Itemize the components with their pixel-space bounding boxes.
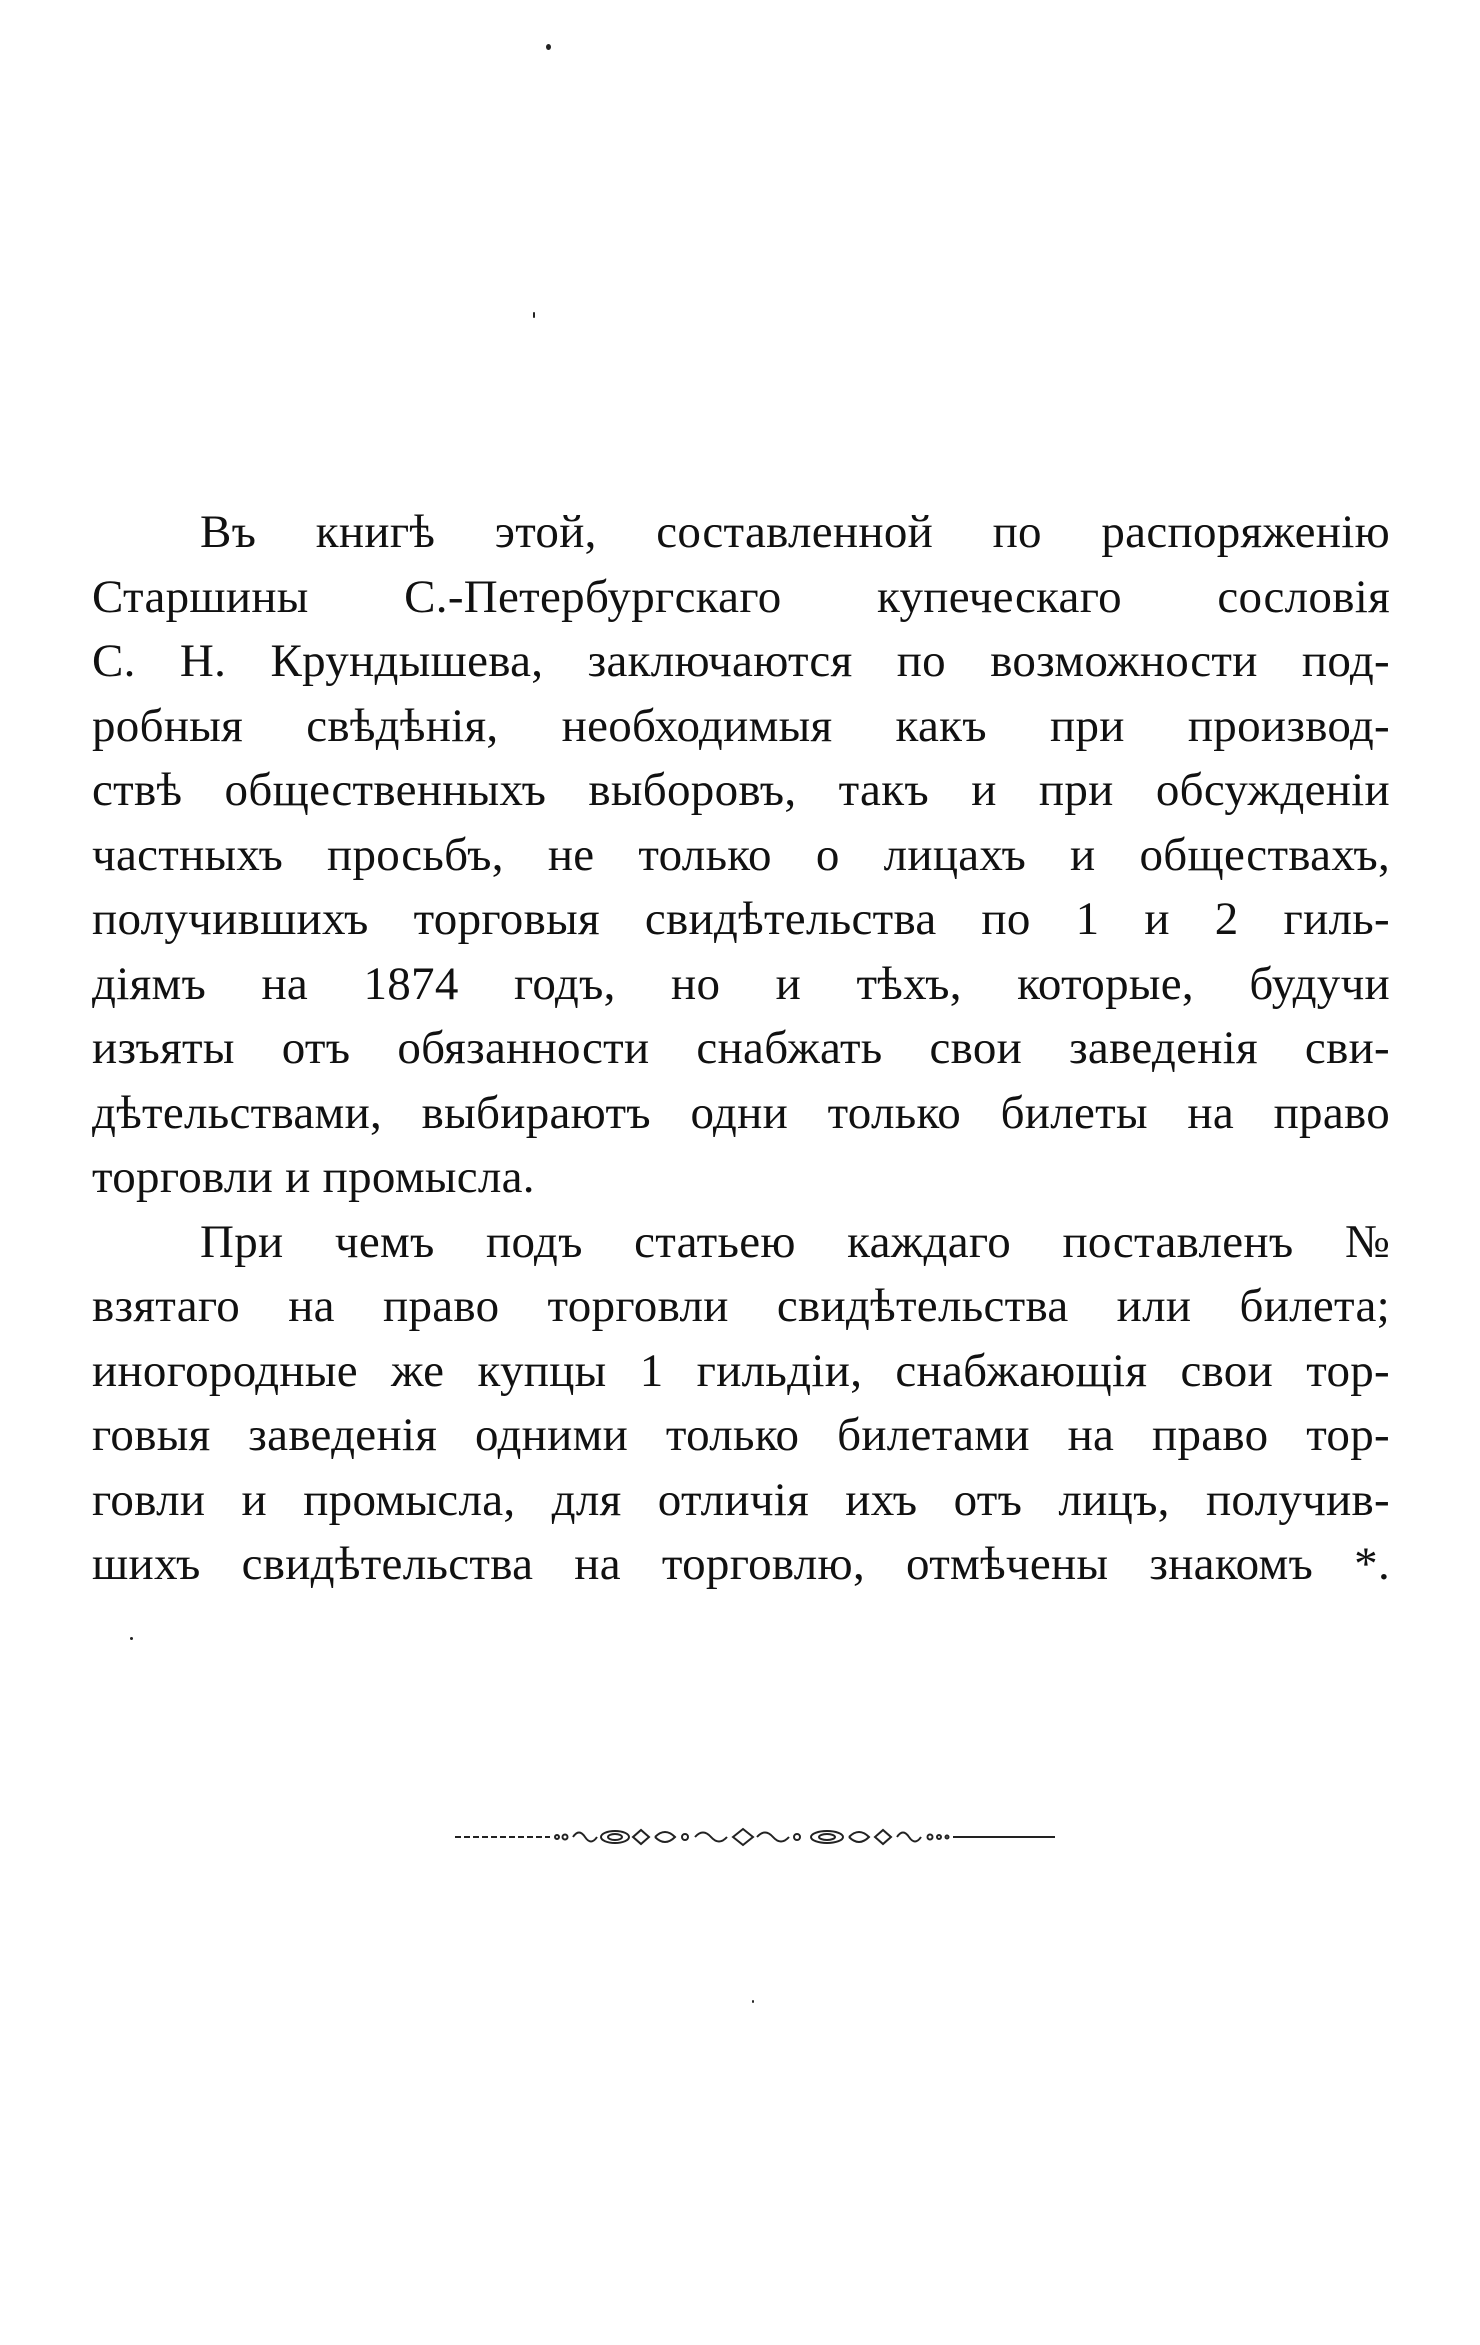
paragraph-1: [92, 500, 1390, 1210]
print-speck: [533, 312, 535, 318]
text-line: иногородные же купцы 1 гильдіи, снабжающія свои тор-: [92, 1344, 1390, 1397]
text-line: говыя заведенія одними только билетами на право тор-: [92, 1409, 1390, 1461]
text-line: говли и промысла, для отличія ихъ отъ лицъ, получив-: [92, 1473, 1390, 1526]
text-line: ствѣ общественныхъ выборовъ, такъ и при обсужденіи: [92, 764, 1390, 816]
text-line: торговли и промысла.: [92, 1151, 535, 1203]
text-line: изъяты отъ обязанности снабжать свои заведенія сви-: [92, 1022, 1390, 1074]
print-speck: [752, 2000, 754, 2003]
page-text: [92, 500, 1390, 1597]
text-line: робныя свѣдѣнія, необходимыя какъ при производ-: [92, 699, 1390, 752]
text-line: получившихъ торговыя свидѣтельства по 1 и 2 гиль-: [92, 893, 1390, 945]
print-speck: [546, 44, 551, 50]
text-line: Старшины С.-Петербургскаго купеческаго сословія: [92, 570, 1390, 623]
text-line: діямъ на 1874 годъ, но и тѣхъ, которые, будучи: [92, 957, 1390, 1010]
print-speck: [130, 1637, 133, 1640]
text-line: шихъ свидѣтельства на торговлю, отмѣчены знакомъ *.: [92, 1538, 1390, 1590]
decorative-divider: [455, 1822, 1055, 1852]
text-line: При чемъ подъ статьею каждаго поставленъ №: [200, 1215, 1390, 1268]
text-line: частныхъ просьбъ, не только о лицахъ и обществахъ,: [92, 828, 1390, 881]
text-line: Въ книгѣ этой, составленной по распоряженію: [200, 506, 1390, 558]
paragraph-2: [92, 1210, 1390, 1597]
text-line: С. Н. Крундышева, заключаются по возможности под-: [92, 635, 1390, 687]
text-line: дѣтельствами, выбираютъ одни только билеты на право: [92, 1086, 1390, 1139]
text-line: взятаго на право торговли свидѣтельства или билета;: [92, 1280, 1390, 1332]
